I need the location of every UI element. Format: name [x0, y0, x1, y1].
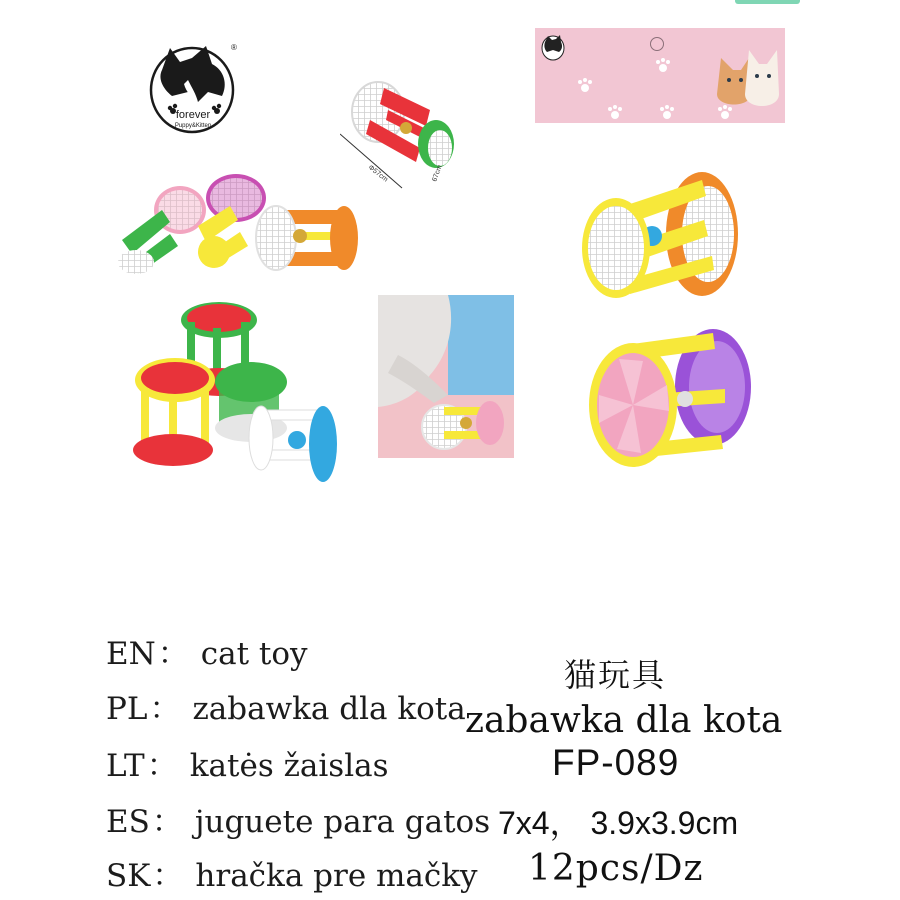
dimension-label-length: 67cm — [431, 164, 444, 183]
three-ball-toys-image — [110, 170, 360, 285]
lang-code: PL — [106, 691, 148, 727]
kitten-playing-image — [378, 295, 514, 458]
packaging-banner-image — [535, 28, 785, 123]
toy-dimension-image — [340, 70, 480, 195]
dimension-label-diameter: Φ57cm — [366, 164, 389, 184]
lang-text: hračka pre mačky — [195, 858, 478, 894]
product-size: 7x4， 3.9x3.9cm — [498, 805, 739, 841]
registered-mark: ® — [231, 43, 237, 52]
brand-tagline: Puppy&Kitten — [174, 123, 212, 129]
lang-text: katės žaislas — [189, 748, 389, 784]
lang-code: EN — [106, 636, 156, 672]
banner-logo-icon — [542, 35, 564, 60]
lang-row-sk: SK： hračka pre mačky — [106, 858, 478, 894]
yellow-orange-toy-image — [572, 170, 747, 305]
lang-row-en: EN： cat toy — [106, 636, 308, 672]
pink-purple-toy-image — [585, 325, 755, 473]
product-name-chinese: 猫玩具 — [564, 656, 667, 694]
lang-row-pl: PL： zabawka dla kota — [106, 691, 466, 727]
lang-code: ES — [106, 804, 150, 840]
brand-name: forever — [175, 109, 211, 121]
lang-text: cat toy — [200, 636, 308, 672]
brand-logo — [148, 40, 238, 134]
lang-code: SK — [106, 858, 151, 894]
lang-row-lt: LT： katės žaislas — [106, 748, 389, 784]
product-packing: 12pcs/Dz — [528, 848, 704, 889]
product-name-polish: zabawka dla kota — [465, 700, 783, 741]
lang-row-es: ES： juguete para gatos — [106, 804, 491, 840]
lang-text: juguete para gatos — [194, 804, 491, 840]
top-accent-bar — [735, 0, 800, 4]
product-code: FP-089 — [552, 742, 680, 783]
lang-code: LT — [106, 748, 145, 784]
stacked-wheel-toys-image — [125, 298, 337, 490]
lang-text: zabawka dla kota — [192, 691, 466, 727]
